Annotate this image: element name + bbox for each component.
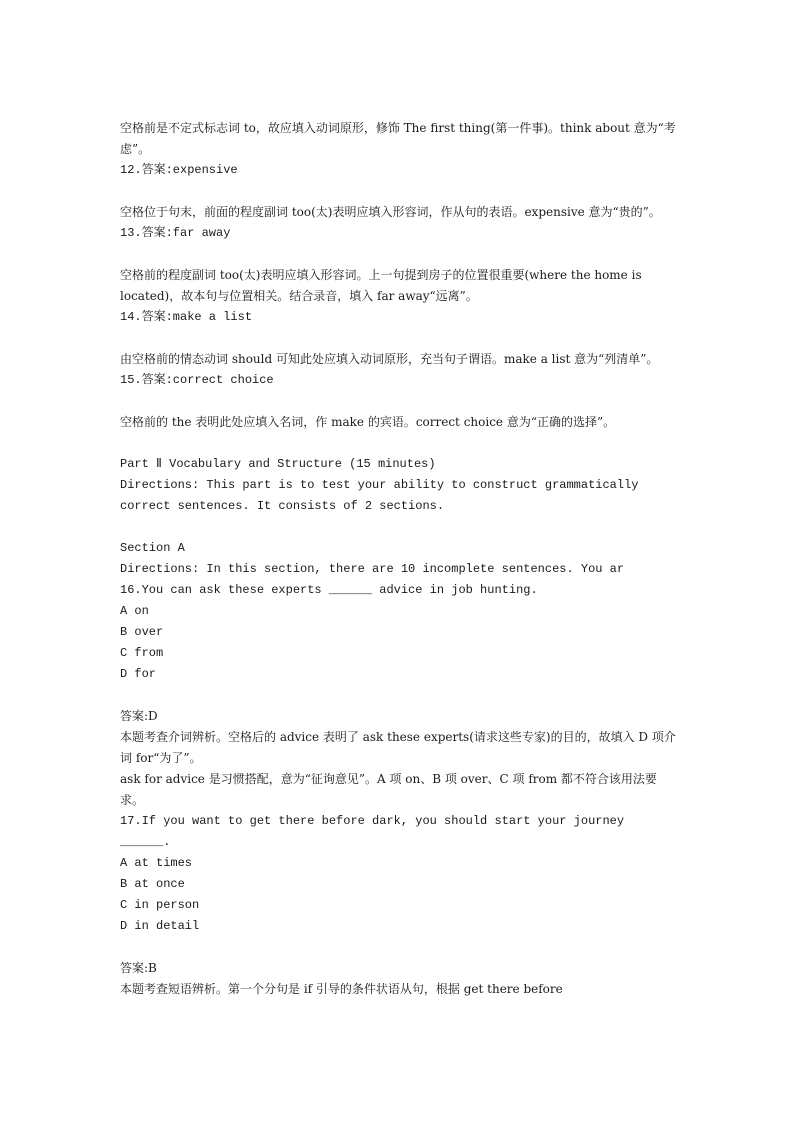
answer-14-explanation: 由空格前的情态动词 should 可知此处应填入动词原形，充当句子谓语。make a list 意为“列清单”。 xyxy=(120,352,659,366)
section-a-title: Section A xyxy=(120,541,185,555)
question-16-option-c: C from xyxy=(120,646,164,660)
question-16-stem: 16.You can ask these experts ______ advice in job hunting. xyxy=(120,583,538,597)
question-16-answer: 答案:D xyxy=(120,709,158,723)
section-a-directions: Directions: In this section, there are 10 incomplete sentences. You ar xyxy=(120,562,625,576)
answer-13: 13.答案:far away xyxy=(120,226,231,240)
question-17-explanation: 本题考查短语辨析。第一个分句是 if 引导的条件状语从句，根据 get there before xyxy=(120,982,563,996)
answer-15: 15.答案:correct choice xyxy=(120,373,274,387)
answer-11-explanation: 空格前是不定式标志词 to，故应填入动词原形，修饰 The first thing(第一件事)。think about 意为“考虑”。 xyxy=(120,121,676,156)
question-16-explanation-1: 本题考查介词辨析。空格后的 advice 表明了 ask these experts(请求这些专家)的目的，故填入 D 项介词 for“为了”。 xyxy=(120,730,676,765)
question-16-option-a: A on xyxy=(120,604,149,618)
document-page xyxy=(120,118,680,1000)
answer-15-explanation: 空格前的 the 表明此处应填入名词，作 make 的宾语。correct choice 意为“正确的选择”。 xyxy=(120,415,616,429)
part-2-directions: Directions: This part is to test your ability to construct grammatically correct sentences. It consists of 2 sections. xyxy=(120,478,646,513)
question-17-option-b: B at once xyxy=(120,877,185,891)
question-17-option-c: C in person xyxy=(120,898,200,912)
part-2-title: Part Ⅱ Vocabulary and Structure (15 minutes) xyxy=(120,457,436,471)
question-16-explanation-2: ask for advice 是习惯搭配，意为“征询意见”。A 项 on、B 项 over、C 项 from 都不符合该用法要求。 xyxy=(120,772,657,807)
question-16-option-d: D for xyxy=(120,667,157,681)
answer-12: 12.答案:expensive xyxy=(120,163,238,177)
question-16-option-b: B over xyxy=(120,625,164,639)
answer-14: 14.答案:make a list xyxy=(120,310,253,324)
question-17-option-a: A at times xyxy=(120,856,193,870)
question-17-answer: 答案:B xyxy=(120,961,157,975)
answer-12-explanation: 空格位于句末，前面的程度副词 too(太)表明应填入形容词，作从句的表语。expensive 意为“贵的”。 xyxy=(120,205,661,219)
answer-13-explanation: 空格前的程度副词 too(太)表明应填入形容词。上一句提到房子的位置很重要(where the home is located)，故本句与位置相关。结合录音，填入 far away“远离”。 xyxy=(120,268,646,303)
question-17-stem: 17.If you want to get there before dark, you should start your journey ______. xyxy=(120,814,632,849)
question-17-option-d: D in detail xyxy=(120,919,200,933)
